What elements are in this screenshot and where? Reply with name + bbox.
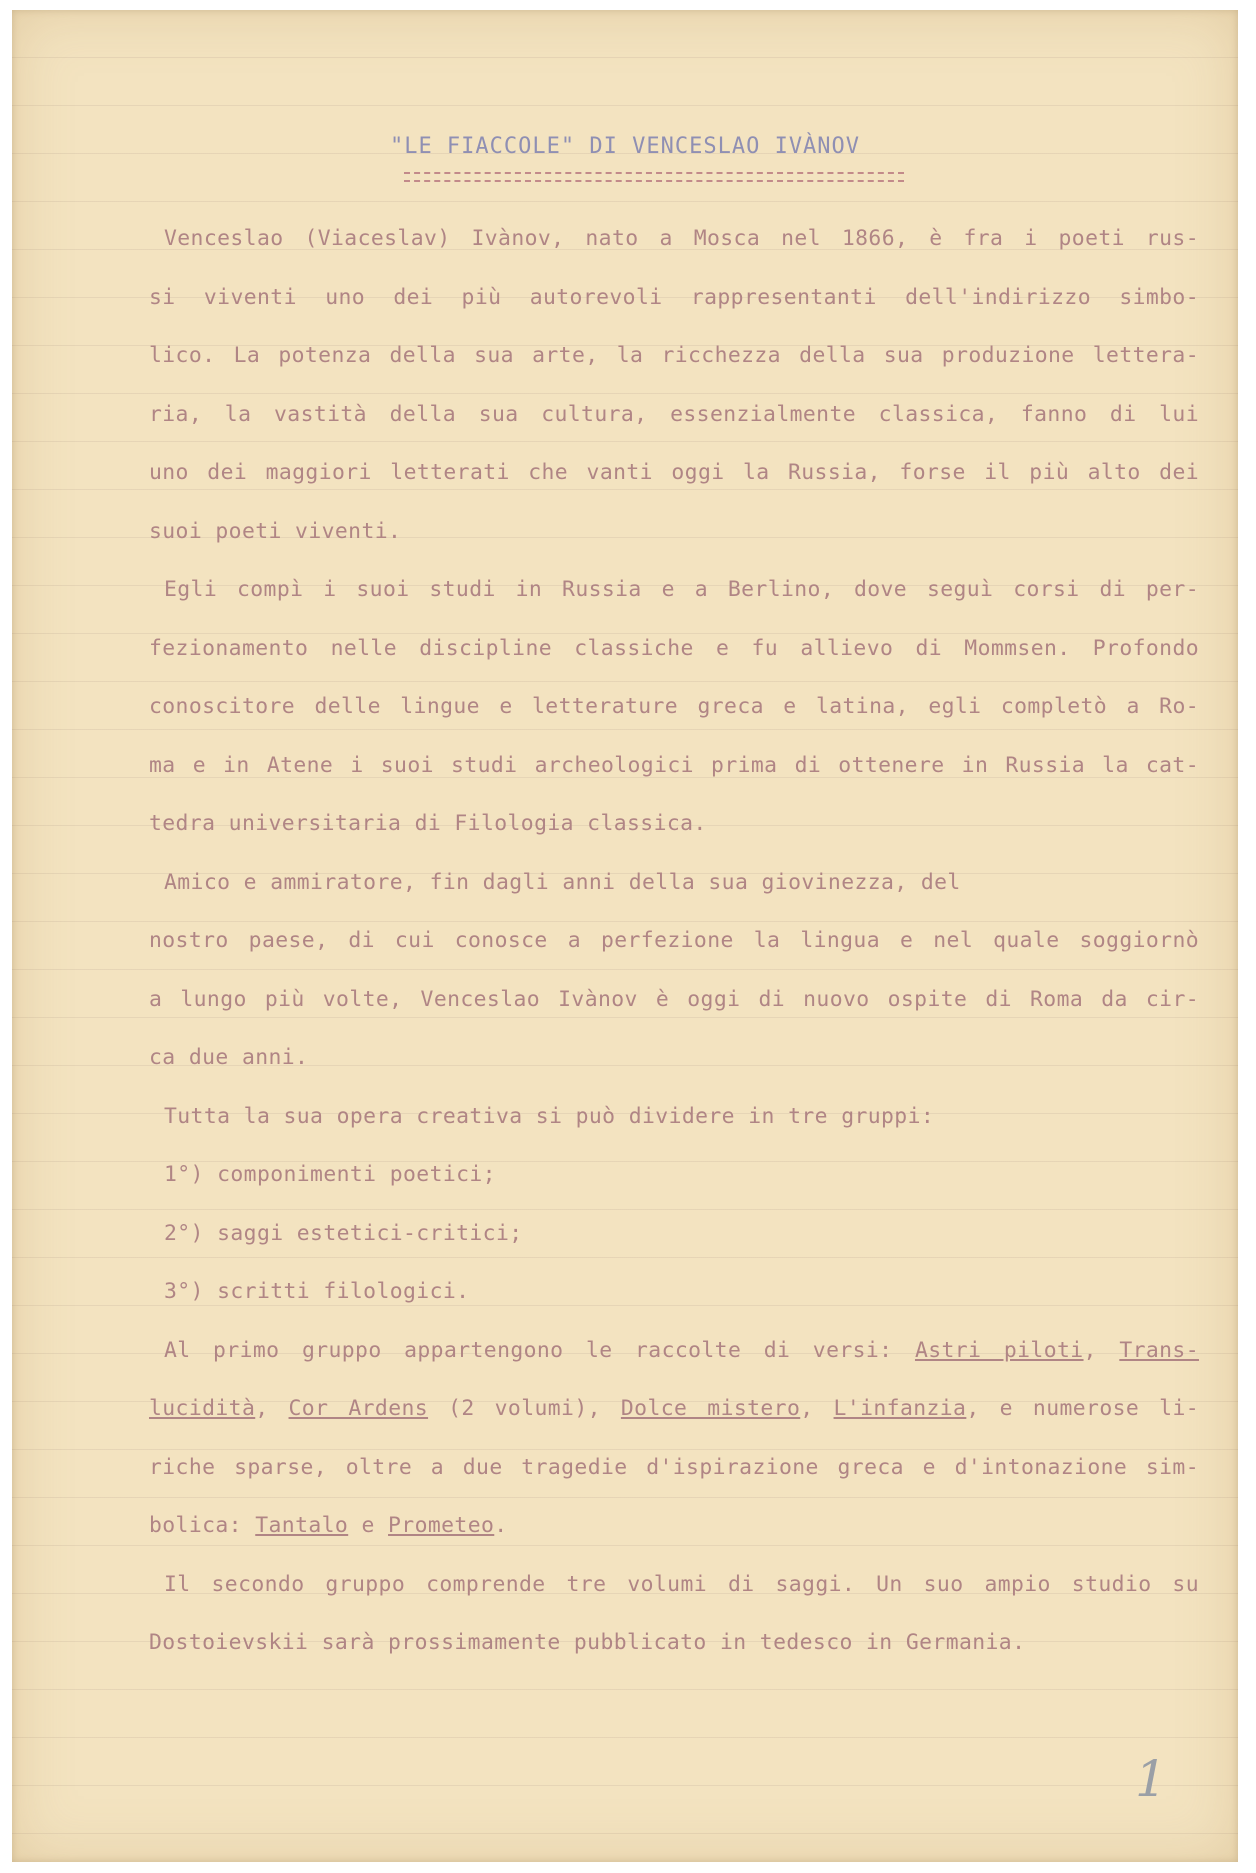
title-infanzia: L'infanzia <box>833 1396 967 1421</box>
text-line: ma e in Atene i suoi studi archeologici prima di ottenere in Russia la cat- <box>149 752 1199 778</box>
text-line: riche sparse, oltre a due tragedie d'ispirazione greca e d'intonazione sim- <box>149 1454 1199 1480</box>
text-span: , <box>800 1396 834 1421</box>
text-line: Egli compì i suoi studi in Russia e a Berlino, dove seguì corsi di per- <box>164 577 1199 602</box>
text-line <box>149 1322 1199 1381</box>
text-span: e <box>348 1513 389 1538</box>
title-translucidita-part1: Trans- <box>1119 1337 1199 1363</box>
text-line: si viventi uno dei più autorevoli rappresentanti dell'indirizzo simbo- <box>149 284 1199 310</box>
text-line: Dostoievskii sarà prossimamente pubblicato in tedesco in Germania. <box>149 1630 1026 1655</box>
text-span: Al primo gruppo appartengono le raccolte di versi: <box>164 1337 915 1363</box>
title-astri-piloti: Astri piloti <box>914 1337 1084 1363</box>
title-underline <box>404 172 904 182</box>
text-line: Amico e ammiratore, fin dagli anni della sua giovinezza, del <box>164 869 961 895</box>
text-line: ca due anni. <box>149 1045 309 1070</box>
text-line: tedra universitaria di Filologia classica. <box>149 811 707 836</box>
text-span: , <box>255 1396 289 1421</box>
text-line <box>149 1497 1199 1556</box>
text-line <box>149 1380 1199 1439</box>
text-line: conoscitore delle lingue e letterature greca e latina, egli completò a Ro- <box>149 694 1199 719</box>
list-item: 2°) saggi estetici-critici; <box>164 1220 523 1246</box>
text-line: a lungo più volte, Venceslao Ivànov è oggi di nuovo ospite di Roma da cir- <box>149 986 1199 1012</box>
text-line: fezionamento nelle discipline classiche e fu allievo di Mommsen. Profondo <box>149 635 1199 661</box>
text-line: Il secondo gruppo comprende tre volumi di saggi. Un suo ampio studio su <box>164 1571 1199 1597</box>
list-item: 3°) scritti filologici. <box>164 1279 470 1304</box>
title-cor-ardens: Cor Ardens <box>288 1396 429 1421</box>
text-line: lico. La potenza della sua arte, la ricchezza della sua produzione lettera- <box>149 343 1199 368</box>
text-span: , e numerose li- <box>966 1396 1199 1421</box>
title-translucidita-part2: lucidità <box>149 1396 256 1421</box>
text-span: , <box>1083 1337 1120 1363</box>
text-span: . <box>494 1513 508 1538</box>
text-span: bolica: <box>149 1513 256 1538</box>
text-line: ria, la vastità della sua cultura, essenzialmente classica, fanno di lui <box>149 401 1199 427</box>
text-line: nostro paese, di cui conosce a perfezione la lingua e nel quale soggiornò <box>149 928 1199 953</box>
list-item: 1°) componimenti poetici; <box>164 1162 496 1187</box>
document-title: "LE FIACCOLE" DI VENCESLAO IVÀNOV <box>389 134 861 159</box>
text-span: (2 volumi), <box>428 1396 621 1421</box>
text-line: Venceslao (Viaceslav) Ivànov, nato a Mosca nel 1866, è fra i poeti rus- <box>164 226 1199 251</box>
text-line: suoi poeti viventi. <box>149 518 402 544</box>
typewritten-page <box>12 10 1238 1862</box>
title-prometeo: Prometeo <box>388 1513 495 1538</box>
text-line: uno dei maggiori letterati che vanti oggi la Russia, forse il più alto dei <box>149 460 1199 485</box>
document-body <box>149 210 1199 1673</box>
text-line: Tutta la sua opera creativa si può dividere in tre gruppi: <box>164 1103 935 1129</box>
title-dolce-mistero: Dolce mistero <box>620 1396 801 1421</box>
handwritten-page-number: 1 <box>1135 1750 1167 1808</box>
title-tantalo: Tantalo <box>255 1513 349 1538</box>
